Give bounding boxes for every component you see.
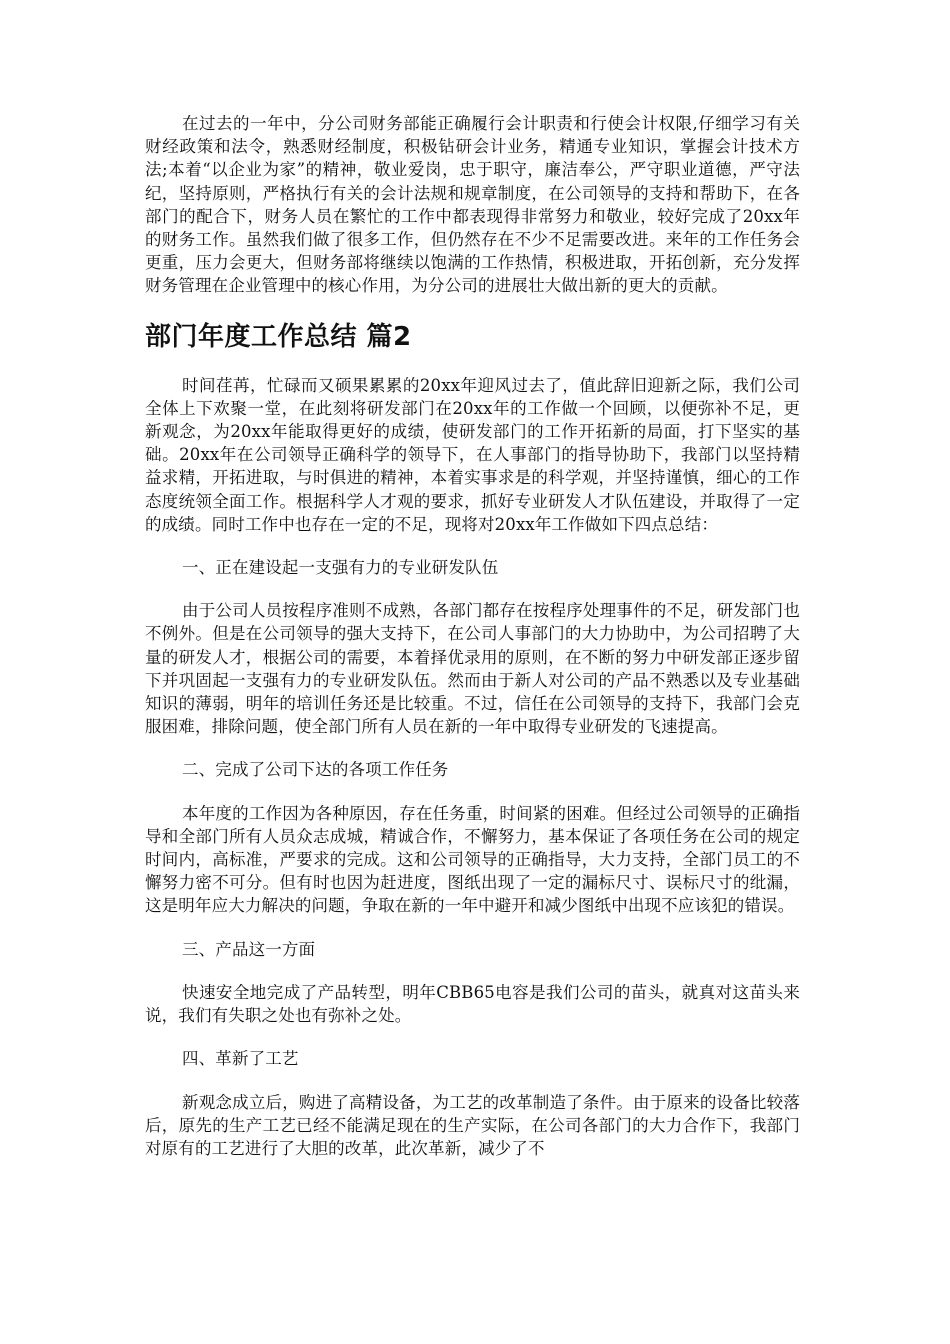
opening-paragraph: 时间荏苒，忙碌而又硕果累累的20xx年迎风过去了，值此辞旧迎新之际，我们公司全体上下欢聚一堂，在此刻将研发部门在20xx年的工作做一个回顾，以便弥补不足，更新观念，为20xx年能取得更好的成绩，使研发部门的工作开拓新的局面，打下坚实的基础。20xx年在公司领导正确科学的领导下，在人事部门的指导协助下，我部门以坚持精益求精，开拓进取，与时俱进的精神，本着实事求是的科学观，并坚持谨慎，细心的工作态度统领全面工作。根据科学人才观的要求，抓好专业研发人才队伍建设，并取得了一定的成绩。同时工作中也存在一定的不足，现将对20xx年工作做如下四点总结： — [145, 375, 800, 534]
point3-body: 快速安全地完成了产品转型，明年CBB65电容是我们公司的苗头，就真对这苗头来说，我们有失职之处也有弥补之处。 — [145, 982, 800, 1026]
point4-body: 新观念成立后，购进了高精设备，为工艺的改革制造了条件。由于原来的设备比较落后，原先的生产工艺已经不能满足现在的生产实际，在公司各部门的大力合作下，我部门对原有的工艺进行了大胆的改革，此次革新，减少了不 — [145, 1092, 800, 1158]
point2-heading: 二、完成了公司下达的各项工作任务 — [182, 760, 449, 780]
section-title: 部门年度工作总结 篇2 — [145, 321, 412, 352]
intro-paragraph: 在过去的一年中，分公司财务部能正确履行会计职责和行使会计权限,仔细学习有关财经政策和法令，熟悉财经制度，积极钻研会计业务，精通专业知识，掌握会计技术方法;本着“以企业为家”的精神，敬业爱岗，忠于职守，廉洁奉公，严守职业道德，严守法纪，坚持原则，严格执行有关的会计法规和规章制度，在公司领导的支持和帮助下，在各部门的配合下，财务人员在繁忙的工作中都表现得非常努力和敬业，较好完成了20xx年的财务工作。虽然我们做了很多工作，但仍然存在不少不足需要改进。来年的工作任务会更重，压力会更大，但财务部将继续以饱满的工作热情，积极进取，开拓创新，充分发挥财务管理在企业管理中的核心作用，为分公司的进展壮大做出新的更大的贡献。 — [145, 114, 800, 296]
point2-body: 本年度的工作因为各种原因，存在任务重，时间紧的困难。但经过公司领导的正确指导和全部门所有人员众志成城，精诚合作，不懈努力，基本保证了各项任务在公司的规定时间内，高标准，严要求的完成。这和公司领导的正确指导，大力支持，全部门员工的不懈努力密不可分。但有时也因为赶进度，图纸出现了一定的漏标尺寸、误标尺寸的纰漏，这是明年应大力解决的问题，争取在新的一年中避开和减少图纸中出现不应该犯的错误。 — [145, 803, 800, 916]
point1-body: 由于公司人员按程序准则不成熟，各部门都存在按程序处理事件的不足，研发部门也不例外。但是在公司领导的强大支持下，在公司人事部门的大力协助中，为公司招聘了大量的研发人才，根据公司的需要，本着择优录用的原则，在不断的努力中研发部正逐步留下并巩固起一支强有力的专业研发队伍。然而由于新人对公司的产品不熟悉以及专业基础知识的薄弱，明年的培训任务还是比较重。不过，信任在公司领导的支持下，我部门会克服困难，排除问题，使全部门所有人员在新的一年中取得专业研发的飞速提高。 — [145, 601, 800, 737]
document-page — [145, 112, 800, 1180]
point1-heading: 一、正在建设起一支强有力的专业研发队伍 — [182, 558, 499, 578]
point3-heading: 三、产品这一方面 — [182, 939, 316, 959]
point4-heading: 四、革新了工艺 — [182, 1049, 299, 1069]
